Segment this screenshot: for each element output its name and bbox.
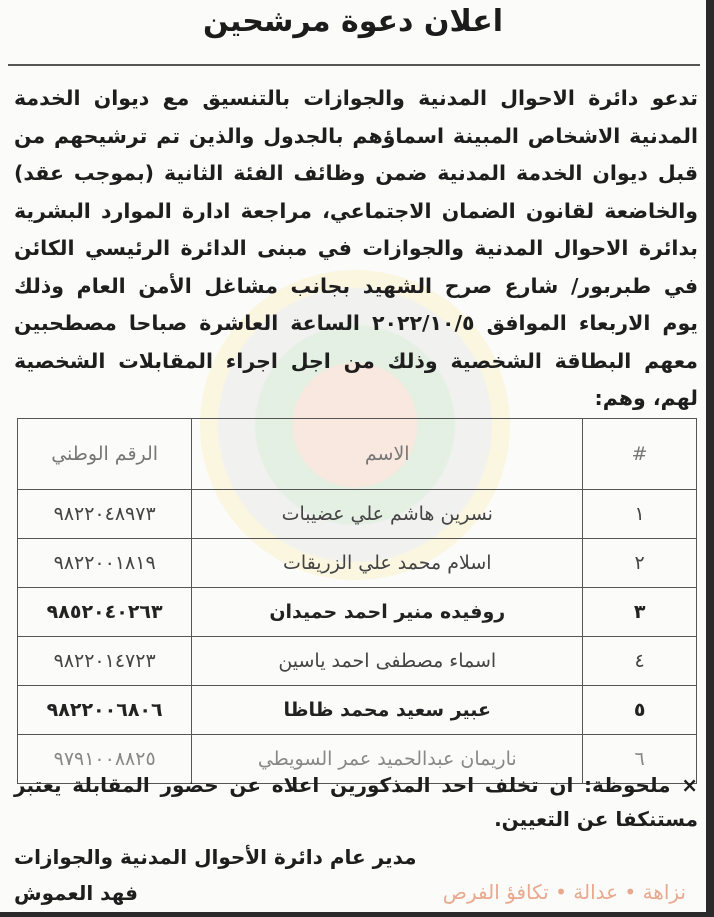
row-number: ٣ bbox=[583, 588, 697, 637]
row-number: ٤ bbox=[583, 637, 697, 686]
signature-name bbox=[14, 880, 314, 906]
row-national-id: ٩٨٥٢٠٤٠٢٦٣ bbox=[18, 588, 192, 637]
table-row bbox=[18, 686, 697, 735]
body-line: معهم البطاقة الشخصية وذلك من اجل اجراء المقابلات الشخصية bbox=[14, 348, 698, 373]
row-national-id: ٩٨٢٢٠٤٨٩٧٣ bbox=[18, 490, 192, 539]
body-line: تدعو دائرة الاحوال المدنية والجوازات بالتنسيق مع ديوان الخدمة bbox=[14, 86, 698, 110]
signature-position bbox=[14, 844, 434, 870]
body-line: في طبربور/ شارع صرح الشهيد بجانب مشاغل الأمن العام وذلك bbox=[14, 273, 698, 298]
table-row bbox=[18, 490, 697, 539]
announcement-body bbox=[14, 80, 698, 418]
row-name: اسماء مصطفى احمد ياسين bbox=[192, 637, 583, 686]
note-line: مستنكفا عن التعيين. bbox=[494, 807, 698, 831]
table-row bbox=[18, 588, 697, 637]
row-name: اسلام محمد علي الزريقات bbox=[192, 539, 583, 588]
table-row bbox=[18, 539, 697, 588]
page-title: اعلان دعوة مرشحين bbox=[202, 4, 504, 39]
body-line: قبل ديوان الخدمة المدنية ضمن وظائف الفئة الثانية (بموجب عقد) bbox=[14, 161, 698, 185]
row-name: روفيده منير احمد حميدان bbox=[192, 588, 583, 637]
row-number: ٦ bbox=[583, 735, 697, 784]
row-name: ناريمان عبدالحميد عمر السويطي bbox=[192, 735, 583, 784]
body-line: بدائرة الاحوال المدنية والجوازات في مبنى الدائرة الرئيسي الكائن bbox=[14, 236, 698, 260]
body-line: المدنية الاشخاص المبينة اسماؤهم بالجدول والذين تم ترشيحهم من bbox=[14, 123, 698, 148]
header-name: الاسم bbox=[192, 419, 583, 490]
row-number: ٢ bbox=[583, 539, 697, 588]
row-national-id: ٩٧٩١٠٠٨٨٢٥ bbox=[18, 735, 192, 784]
row-national-id: ٩٨٢٢٠١٤٧٢٣ bbox=[18, 637, 192, 686]
note-line: × ملحوظة: ان تخلف احد المذكورين اعلاه عن حضور المقابلة يعتبر bbox=[14, 773, 698, 797]
body-line: لهم، وهم: bbox=[594, 386, 698, 410]
watermark-slogan: نزاهة • عدالة • تكافؤ الفرص bbox=[442, 880, 686, 904]
row-name: عبير سعيد محمد ظاظا bbox=[192, 686, 583, 735]
title-divider bbox=[8, 64, 700, 66]
table-row bbox=[18, 637, 697, 686]
header-number: # bbox=[583, 419, 697, 490]
row-number: ١ bbox=[583, 490, 697, 539]
row-number: ٥ bbox=[583, 686, 697, 735]
signature-name-text: فهد العموش bbox=[14, 881, 139, 905]
body-line: والخاضعة لقانون الضمان الاجتماعي، مراجعة ادارة الموارد البشرية bbox=[14, 198, 698, 223]
candidates-table bbox=[17, 418, 697, 784]
signature-position-text: مدير عام دائرة الأحوال المدنية والجوازات bbox=[14, 845, 417, 869]
row-national-id: ٩٨٢٢٠٠٦٨٠٦ bbox=[18, 686, 192, 735]
row-name: نسرين هاشم علي عضيبات bbox=[192, 490, 583, 539]
header-national-id: الرقم الوطني bbox=[18, 419, 192, 490]
row-national-id: ٩٨٢٢٠٠١٨١٩ bbox=[18, 539, 192, 588]
table-header-row bbox=[18, 419, 697, 490]
body-line: يوم الاربعاء الموافق ٢٠٢٢/١٠/٥ الساعة العاشرة صباحا مصطحبين bbox=[14, 311, 698, 335]
